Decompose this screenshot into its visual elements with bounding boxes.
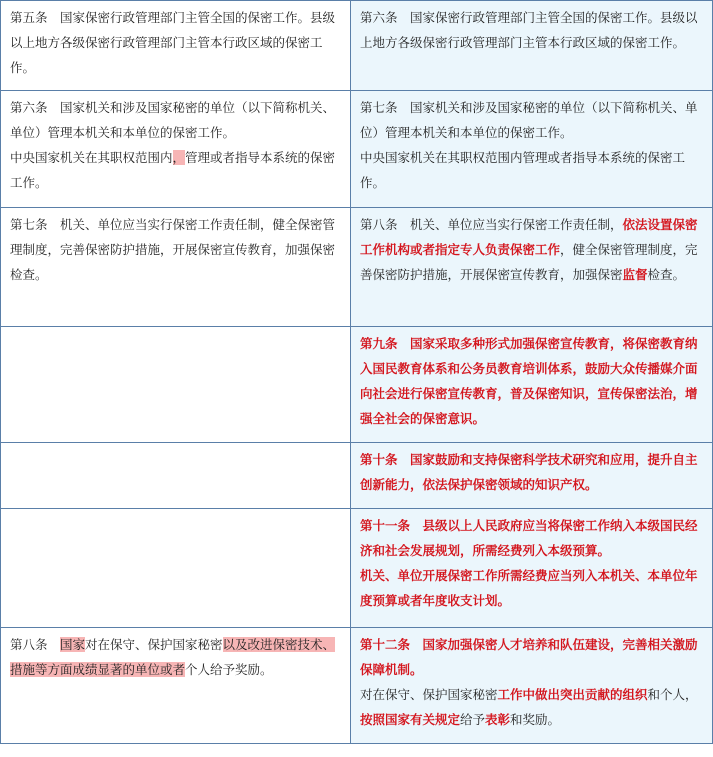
provision-paragraph [360,95,704,145]
provision-text: 中央国家机关在其职权范围内管理或者指导本系统的保密工作。 [360,150,686,190]
provision-text: 中央国家机关在其职权范围内 [10,150,173,165]
added-text: 工作中做出突出贡献的组织 [497,687,648,702]
table-row [1,443,713,509]
old-provision-cell-empty [1,443,351,509]
new-provision-cell [351,443,713,509]
old-provision-cell [1,208,351,327]
old-provision-cell-empty [1,509,351,628]
deleted-text-highlight: 以及改进保密技术、措施等方面成绩显著的单位或者 [10,637,336,677]
added-text: 表彰 [485,712,511,727]
new-provision-cell [351,327,713,443]
provision-paragraph [360,212,704,287]
provision-text: 第八条 机关、单位应当实行保密工作责任制， [360,217,623,232]
added-text: 监督 [622,267,648,282]
provision-paragraph [10,145,342,195]
new-provision-cell [351,1,713,91]
added-text: 第十条 国家鼓励和支持保密科学技术研究和应用，提升自主创新能力，依法保护保密领域的知识产权。 [360,452,698,492]
provision-paragraph [360,145,704,195]
provision-text: 第八条 [10,637,61,652]
provision-text: 对在保守、保护国家秘密 [85,637,223,652]
added-text: 第十一条 县级以上人民政府应当将保密工作纳入本级国民经济和社会发展规划，所需经费列入本级预算。 [360,518,698,558]
provision-text: 第五条 国家保密行政管理部门主管全国的保密工作。县级以上地方各级保密行政管理部门主管本行政区域的保密工作。 [10,10,336,75]
added-text: 第九条 国家采取多种形式加强保密宣传教育，将保密教育纳入国民教育体系和公务员教育培训体系，鼓励大众传播媒介面向社会进行保密宣传教育，普及保密知识，宣传保密法治，增强全社会的保密意识。 [360,336,698,426]
provision-text: 和个人， [647,687,698,702]
provision-paragraph [360,331,704,431]
table-row [1,1,713,91]
deleted-text-highlight: ， [172,150,186,165]
provision-text: ，健全保密管理制度，完善保密防护措施，开展保密宣传教育，加强保密 [360,242,698,282]
provision-text: 个人给予奖励。 [185,662,273,677]
new-provision-cell [351,91,713,208]
added-text: 按照国家有关规定 [360,712,461,727]
table-row [1,509,713,628]
provision-text: 第六条 国家机关和涉及国家秘密的单位（以下简称机关、单位）管理本机关和本单位的保密工作。 [10,100,336,140]
provision-text: 管理或者指导本系统的保密工作。 [10,150,336,190]
added-text: 依法设置保密工作机构或者指定专人负责保密工作 [360,217,698,257]
provision-paragraph [360,563,704,613]
provision-paragraph [10,632,342,682]
deleted-text-highlight: 国家 [60,637,86,652]
table-row [1,208,713,327]
provision-text: 第七条 国家机关和涉及国家秘密的单位（以下简称机关、单位）管理本机关和本单位的保密工作。 [360,100,698,140]
table-row [1,91,713,208]
added-text: 第十二条 国家加强保密人才培养和队伍建设，完善相关激励保障机制。 [360,637,698,677]
table-row [1,628,713,744]
provision-text: 和奖励。 [510,712,561,727]
provision-text: 对在保守、保护国家秘密 [360,687,498,702]
new-provision-cell [351,509,713,628]
provision-paragraph [10,95,342,145]
provision-paragraph [360,513,704,563]
provision-paragraph [360,682,704,732]
new-provision-cell [351,628,713,744]
old-provision-cell-empty [1,327,351,443]
provision-paragraph [360,447,704,497]
old-provision-cell [1,1,351,91]
provision-text: 第七条 机关、单位应当实行保密工作责任制，健全保密管理制度，完善保密防护措施，开展保密宣传教育，加强保密检查。 [10,217,336,282]
provision-paragraph [10,5,342,80]
provision-paragraph [360,5,704,55]
old-provision-cell [1,628,351,744]
table-row [1,327,713,443]
provision-text: 给予 [460,712,486,727]
provision-paragraph [360,632,704,682]
provision-text: 检查。 [647,267,686,282]
provision-text: 第六条 国家保密行政管理部门主管全国的保密工作。县级以上地方各级保密行政管理部门主管本行政区域的保密工作。 [360,10,698,50]
provision-paragraph [10,212,342,287]
new-provision-cell [351,208,713,327]
old-provision-cell [1,91,351,208]
added-text: 机关、单位开展保密工作所需经费应当列入本机关、本单位年度预算或者年度收支计划。 [360,568,698,608]
